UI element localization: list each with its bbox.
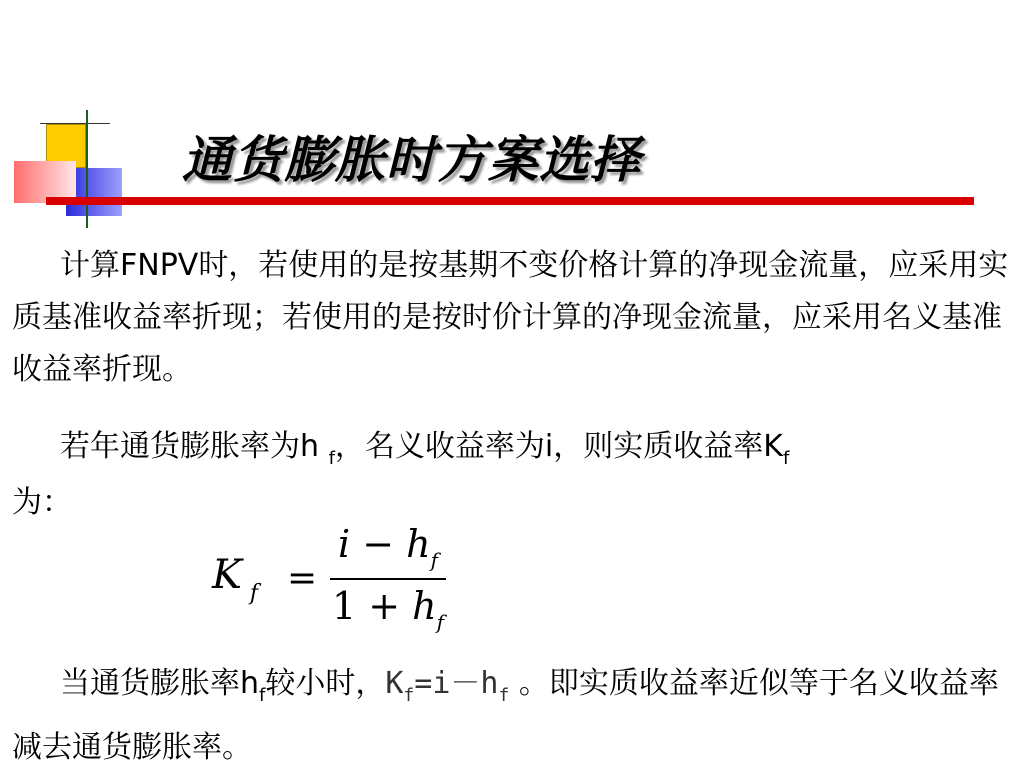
p2-h: h: [300, 429, 320, 464]
den-h-sub: f: [436, 610, 445, 634]
paragraph-definition: [12, 425, 1012, 525]
p2-h-sub: f: [328, 448, 335, 469]
den-plus: +: [356, 584, 413, 628]
formula-numerator: [330, 522, 446, 578]
p3-h: h: [240, 666, 260, 701]
p3-text-a: 当通货膨胀率: [60, 666, 240, 701]
num-h-sub: f: [430, 548, 439, 572]
p2-text-a: 若年通货膨胀率为: [60, 429, 300, 464]
slide-title: 通货膨胀时方案选择: [182, 130, 641, 189]
p3-h-sub: f: [259, 685, 266, 706]
p2-text-d: ，名义收益率为: [334, 429, 545, 464]
title-underline: [46, 197, 974, 205]
p1-text-c: 时，若使用的是按基期不变价格计算的净现金流量，应采用实质基准收益率折现；若使用的是按时价计算的净现金流量，应采用名义基准收益率折现。: [12, 248, 1009, 387]
num-i: i: [337, 522, 351, 566]
p2-k-sub: f: [782, 448, 790, 469]
paragraph-approximation: [12, 658, 1012, 774]
num-minus: −: [350, 522, 407, 566]
paragraph-discounting: [12, 240, 1012, 396]
p1-fnpv: FNPV: [120, 248, 199, 283]
p2-text-i: 为：: [12, 485, 72, 520]
logo-vertical-line: [86, 110, 88, 228]
p3-text-d: 较小时，: [265, 666, 386, 701]
p3-approx-expr: =i－h: [414, 666, 499, 701]
p3-k-sub: f: [403, 685, 415, 706]
p2-k: K: [763, 429, 783, 464]
p3-k: K: [385, 666, 404, 701]
num-h: h: [406, 522, 431, 566]
formula-k: K: [212, 552, 242, 598]
formula-lhs: [212, 552, 258, 606]
formula-equals: =: [287, 558, 318, 599]
p3-approx-sub: f: [498, 685, 510, 706]
p2-i: i: [544, 429, 554, 464]
formula-fraction: [330, 522, 446, 634]
den-h: h: [412, 584, 437, 628]
p2-text-f: ，则实质收益率: [553, 429, 764, 464]
p3-text-i: 。即实质收益率近似等于名义收益率减去通货膨胀率。: [12, 666, 999, 765]
den-one: 1: [331, 584, 357, 628]
formula-k-sub: f: [249, 581, 259, 606]
formula-denominator: [330, 580, 446, 634]
p1-text-a: 计算: [60, 248, 120, 283]
